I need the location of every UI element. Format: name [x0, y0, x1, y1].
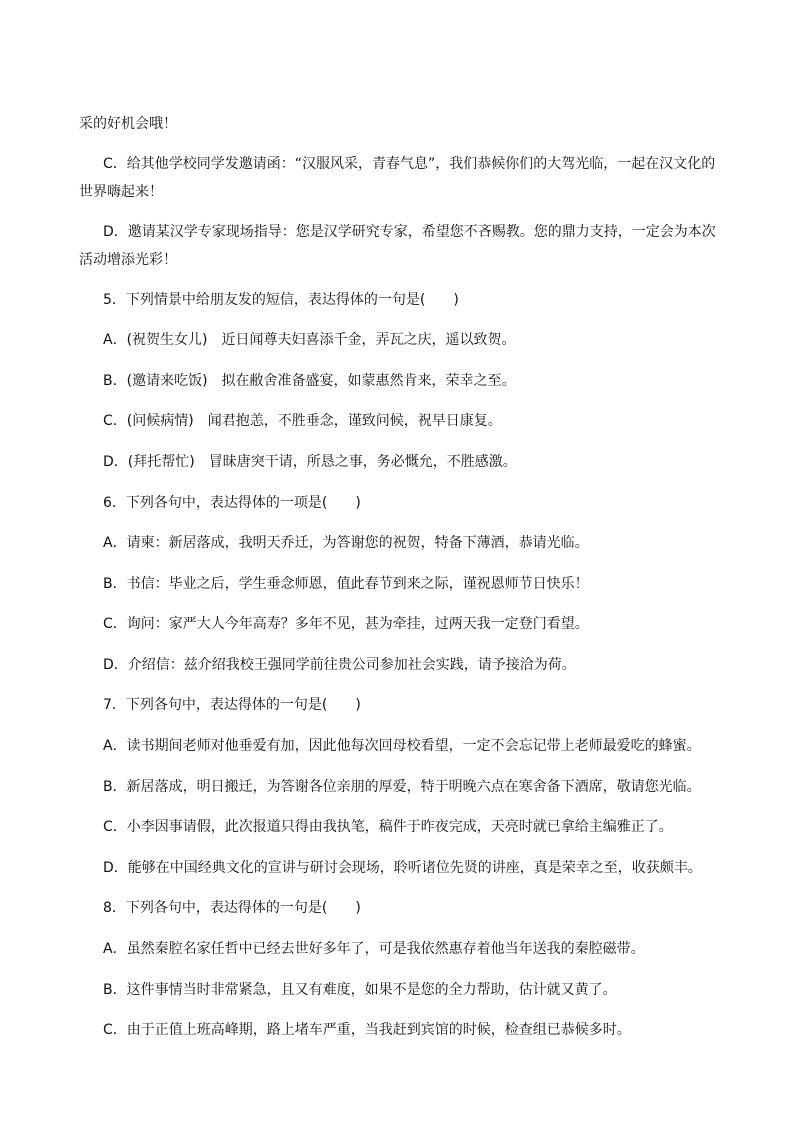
- question-8: 8．下列各句中，表达得体的一句是( ): [103, 900, 361, 916]
- question-6-option-d: D．介绍信：兹介绍我校王强同学前往贵公司参加社会实践，请予接洽为荷。: [103, 657, 576, 673]
- question-6-option-b: B．书信：毕业之后，学生垂念师恩，值此春节到来之际，谨祝恩师节日快乐！: [103, 576, 589, 592]
- question-6: 6．下列各句中，表达得体的一项是( ): [103, 495, 361, 511]
- question-7-option-a: A．读书期间老师对他垂爱有加，因此他每次回母校看望，一定不会忘记带上老师最爱吃的蜂蜜。: [103, 738, 701, 754]
- question-5-option-b: B．(邀请来吃饭) 拟在敝舍准备盛宴，如蒙惠然肯来，荣幸之至。: [103, 373, 516, 389]
- question-7-option-d: D．能够在中国经典文化的宣讲与研讨会现场，聆听诸位先贤的讲座，真是荣幸之至，收获颇丰。: [103, 860, 702, 876]
- paragraph-line: 活动增添光彩！: [79, 252, 177, 268]
- paragraph-line: 采的好机会哦！: [79, 116, 177, 132]
- option-d-line: D．邀请某汉学专家现场指导：您是汉学研究专家，希望您不吝赐教。您的鼎力支持，一定会为本次: [103, 224, 716, 240]
- question-5-option-d: D．(拜托帮忙) 冒昧唐突干请，所恳之事，务必慨允，不胜感激。: [103, 454, 517, 470]
- question-8-option-a: A．虽然秦腔名家任哲中已经去世好多年了，可是我依然惠存着他当年送我的秦腔磁带。: [103, 941, 645, 957]
- question-7: 7．下列各句中，表达得体的一句是( ): [103, 697, 361, 713]
- paragraph-line: 世界嗨起来！: [79, 184, 163, 200]
- question-7-option-b: B．新居落成，明日搬迁，为答谢各位亲朋的厚爱，特于明晚六点在寒舍备下酒席，敬请您光临。: [103, 779, 701, 795]
- question-5: 5．下列情景中给朋友发的短信，表达得体的一句是( ): [103, 292, 459, 308]
- question-6-option-c: C．询问：家严大人今年高寿？多年不见，甚为牵挂，过两天我一定登门看望。: [103, 616, 589, 632]
- question-6-option-a: A．请柬：新居落成，我明天乔迁，为答谢您的祝贺，特备下薄酒，恭请光临。: [103, 535, 589, 551]
- question-8-option-b: B．这件事情当时非常紧急，且又有难度，如果不是您的全力帮助，估计就又黄了。: [103, 982, 617, 998]
- question-5-option-c: C．(问候病情) 闻君抱恙，不胜垂念，谨致问候，祝早日康复。: [103, 413, 502, 429]
- question-8-option-c: C．由于正值上班高峰期，路上堵车严重，当我赶到宾馆的时候，检查组已恭候多时。: [103, 1022, 631, 1038]
- option-c-line: C．给其他学校同学发邀请函：“汉服风采，青春气息”，我们恭候你们的大驾光临，一起在汉文化的: [103, 156, 716, 172]
- question-7-option-c: C．小李因事请假，此次报道只得由我执笔，稿件于昨夜完成，天亮时就已拿给主编雅正了。: [103, 819, 673, 835]
- question-5-option-a: A．(祝贺生女儿) 近日闻尊夫妇喜添千金，弄瓦之庆，遥以致贺。: [103, 332, 516, 348]
